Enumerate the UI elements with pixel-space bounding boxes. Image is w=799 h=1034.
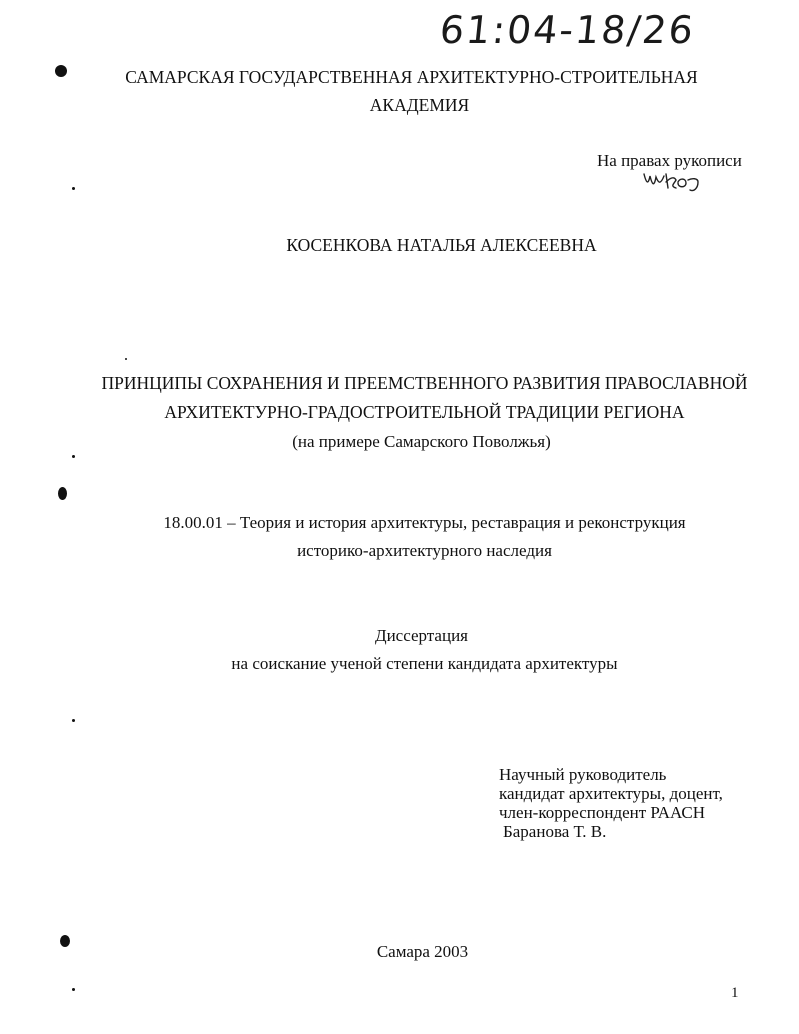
city-year: Самара 2003 [376, 942, 469, 961]
page-number: 1 [731, 985, 739, 1001]
archive-number-handwritten: 61:04-18/26 [437, 8, 698, 52]
hole-punch-mark [55, 65, 67, 77]
scan-speck [72, 988, 75, 991]
scan-speck [72, 187, 75, 190]
dissertation-degree: на соискание ученой степени кандидата архитектуры [231, 654, 618, 673]
scan-speck [125, 358, 127, 360]
title-line-1: ПРИНЦИПЫ СОХРАНЕНИЯ И ПРЕЕМСТВЕННОГО РАЗВИТИЯ ПРАВОСЛАВНОЙ [101, 373, 748, 393]
author-name: КОСЕНКОВА НАТАЛЬЯ АЛЕКСЕЕВНА [286, 235, 597, 255]
specialty-line-2: историко-архитектурного наследия [297, 541, 552, 560]
rights-note: На правах рукописи [597, 151, 742, 170]
signature-icon [640, 168, 704, 194]
institution-line-2: АКАДЕМИЯ [369, 95, 470, 115]
scan-speck [72, 719, 75, 722]
hole-punch-mark [58, 487, 67, 500]
supervisor-name: Баранова Т. В. [503, 822, 607, 841]
scan-speck [72, 455, 75, 458]
supervisor-label: Научный руководитель [499, 765, 667, 784]
supervisor-degree: кандидат архитектуры, доцент, [499, 784, 723, 803]
title-subtitle: (на примере Самарского Поволжья) [292, 432, 551, 451]
hole-punch-mark [60, 935, 70, 947]
supervisor-membership: член-корреспондент РААСН [499, 803, 706, 822]
title-line-2: АРХИТЕКТУРНО-ГРАДОСТРОИТЕЛЬНОЙ ТРАДИЦИИ РЕГИОНА [164, 402, 685, 422]
specialty-line-1: 18.00.01 – Теория и история архитектуры, реставрация и реконструкция [163, 513, 686, 532]
dissertation-heading: Диссертация [374, 626, 468, 645]
institution-line-1: САМАРСКАЯ ГОСУДАРСТВЕННАЯ АРХИТЕКТУРНО-СТРОИТЕЛЬНАЯ [125, 67, 698, 87]
